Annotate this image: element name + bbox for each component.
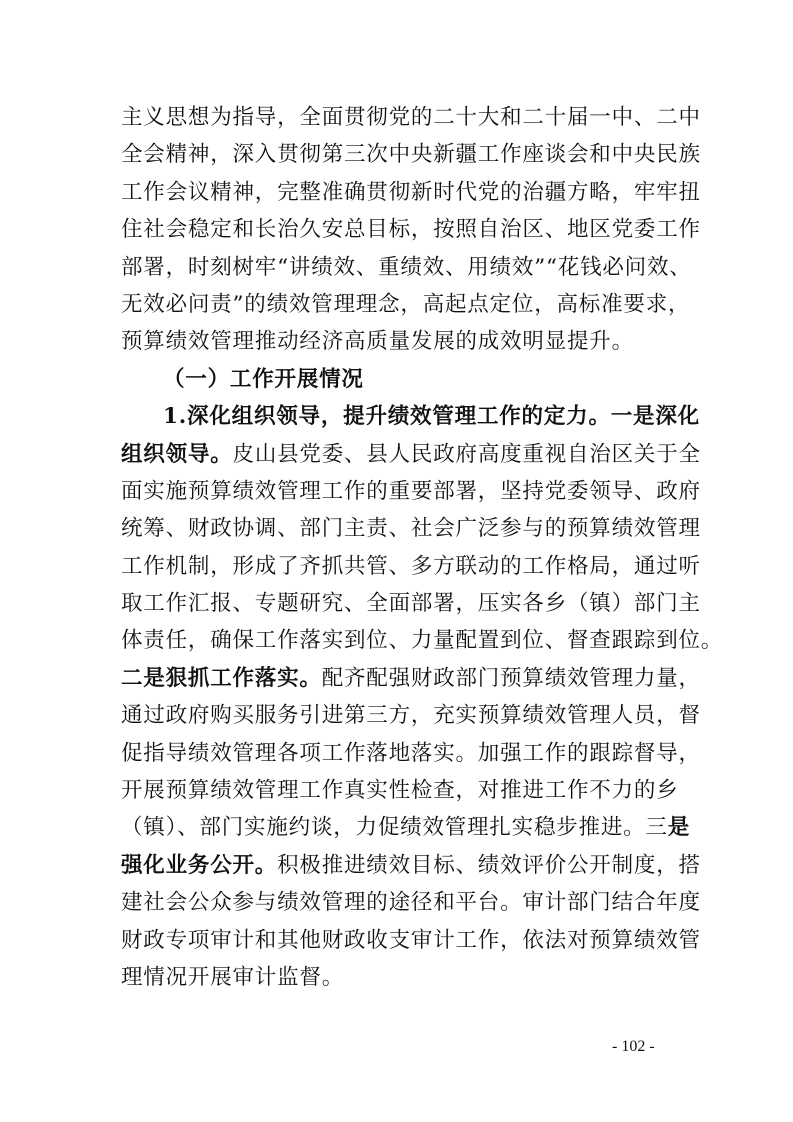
page-number: - 102 - <box>612 1038 655 1055</box>
para1-line-8-rest: 配齐配强财政部门预算绩效管理力量， <box>321 665 701 691</box>
para1-line-5: 工作机制，形成了齐抓共管、多方联动的工作格局，通过听 <box>121 553 701 579</box>
paragraph-line-7: 预算绩效管理推动经济高质量发展的成效明显提升。 <box>121 329 634 355</box>
para1-line-7: 体责任，确保工作落实到位、力量配置到位、督查跟踪到位。 <box>121 628 724 654</box>
section-heading: （一）工作开展情况 <box>163 366 364 392</box>
para1-line-16: 理情况开展审计监督。 <box>121 964 345 990</box>
para1-line-2 <box>121 436 701 473</box>
para1-line-1 <box>121 398 700 435</box>
paragraph-line-3: 工作会议精神，完整准确贯彻新时代党的治疆方略，牢牢扭 <box>121 179 701 205</box>
para1-line-2-bold: 组织领导。 <box>121 441 233 467</box>
paragraph-line-2: 全会精神，深入贯彻第三次中央新疆工作座谈会和中央民族 <box>121 142 701 168</box>
para1-line-6: 取工作汇报、专题研究、全面部署，压实各乡（镇）部门主 <box>121 591 701 617</box>
para1-line-13-rest: 积极推进绩效目标、绩效评价公开制度，搭 <box>277 852 701 878</box>
para1-line-12-bold: 是 <box>667 815 691 841</box>
paragraph-line-4: 住社会稳定和长治久安总目标，按照自治区、地区党委工作 <box>121 217 701 243</box>
para1-line-11: 开展预算绩效管理工作真实性检查，对推进工作不力的乡 <box>121 778 679 804</box>
para1-line-1-bold: 1.深化组织领导，提升绩效管理工作的定力。一是深化 <box>163 404 700 430</box>
paragraph-line-1: 主义思想为指导，全面贯彻党的二十大和二十届一中、二中 <box>121 105 701 130</box>
para1-line-4: 统筹、财政协调、部门主责、社会广泛参与的预算绩效管理 <box>121 516 701 542</box>
para1-line-3: 面实施预算绩效管理工作的重要部署，坚持党委领导、政府 <box>121 478 701 504</box>
body-text <box>121 99 724 996</box>
para1-line-8 <box>121 660 701 697</box>
paragraph-line-5: 部署，时刻树牢“讲绩效、重绩效、用绩效”“花钱必问效、 <box>121 254 692 280</box>
para1-line-14: 建社会公众参与绩效管理的途径和平台。审计部门结合年度 <box>121 890 701 916</box>
para1-line-12 <box>121 809 691 846</box>
para1-line-8-bold: 二是狠抓工作落实。 <box>121 665 322 691</box>
paragraph-line-6: 无效必问责”的绩效管理理念，高起点定位，高标准要求， <box>121 291 691 317</box>
para1-line-13-bold: 强化业务公开。 <box>121 852 278 878</box>
para1-line-12-start: （镇）、部门实施约谈，力促绩效管理扎实稳步推进。三 <box>121 815 668 841</box>
para1-line-9: 通过政府购买服务引进第三方，充实预算绩效管理人员，督 <box>121 703 701 729</box>
para1-line-15: 财政专项审计和其他财政收支审计工作，依法对预算绩效管 <box>121 927 701 953</box>
para1-line-2-rest: 皮山县党委、县人民政府高度重视自治区关于全 <box>232 441 701 467</box>
para1-line-13 <box>121 847 701 884</box>
para1-line-10: 促指导绩效管理各项工作落地落实。加强工作的跟踪督导， <box>121 740 701 766</box>
